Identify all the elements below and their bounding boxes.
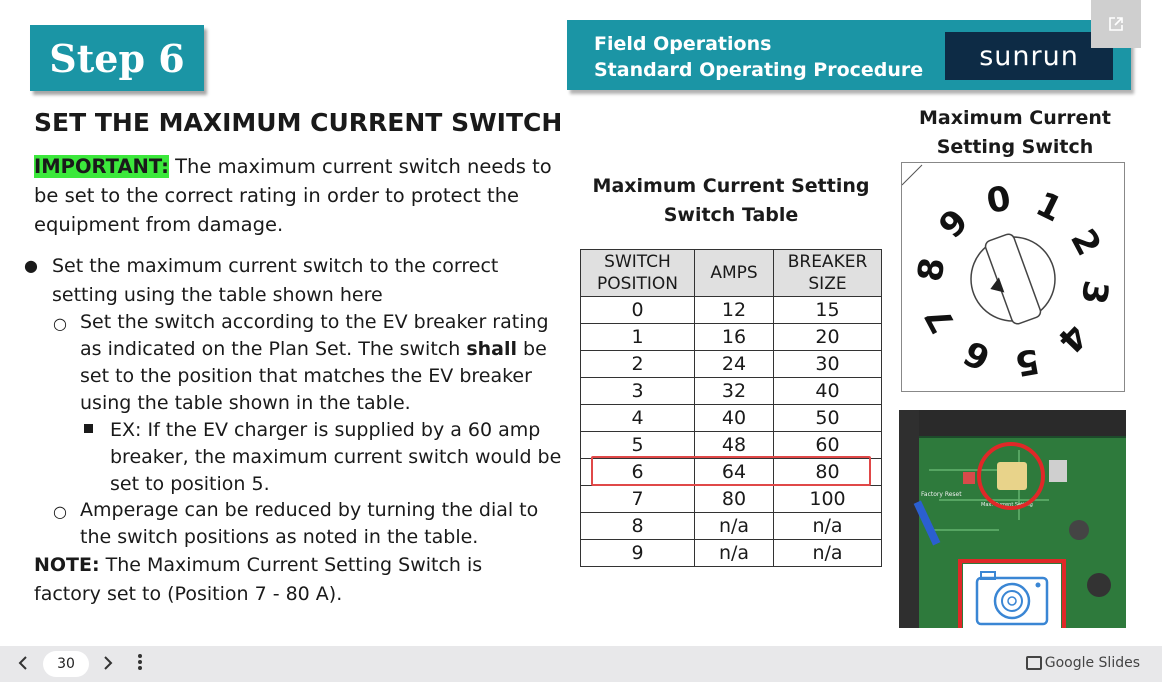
table-header-cell: SWITCH POSITION	[581, 250, 695, 297]
table-cell: 32	[695, 378, 774, 405]
circuit-board-photo	[899, 410, 1126, 628]
page-number-input[interactable]: 30	[43, 651, 89, 677]
chevron-left-icon	[17, 656, 29, 670]
switch-table	[580, 249, 882, 567]
chevron-right-icon	[102, 656, 114, 670]
square-bullet-icon	[84, 424, 93, 433]
dial-number-4: 4	[1049, 315, 1095, 361]
sop-banner-line-1: Field Operations	[594, 33, 772, 55]
table-cell: 64	[695, 459, 774, 486]
rotary-dial-diagram	[902, 163, 1124, 391]
table-cell: 4	[581, 405, 695, 432]
open-in-new-icon	[1108, 16, 1124, 32]
board-label-factory-reset: Factory Reset	[921, 491, 962, 498]
next-slide-button[interactable]	[95, 652, 121, 676]
sub-bullet-1-part2: be set to the position that matches the EV breaker using the table shown in the table.	[80, 338, 547, 414]
sunrun-logo	[945, 32, 1113, 80]
table-cell: n/a	[774, 513, 882, 540]
dial-number-7: 7	[917, 299, 964, 340]
important-text: The maximum current switch needs to be set to the correct rating in order to protect the equipment from damage.	[34, 155, 552, 236]
table-cell: 8	[581, 513, 695, 540]
bullet-1-text: Set the maximum current switch to the correct setting using the table shown here	[52, 255, 499, 306]
dial-number-3: 3	[1072, 277, 1116, 307]
table-row	[581, 432, 882, 459]
table-row	[581, 297, 882, 324]
dial-number-9: 9	[931, 201, 977, 247]
step-label: Step 6	[49, 35, 185, 81]
sub-bullet-1-part1: Set the switch according to the EV breaker rating as indicated on the Plan Set. The switch	[80, 311, 549, 360]
sub-bullet-circle-icon: ○	[53, 314, 67, 333]
table-cell: 100	[774, 486, 882, 513]
table-title: Maximum Current Setting Switch Table	[592, 175, 870, 226]
table-cell: 6	[581, 459, 695, 486]
table-cell: 7	[581, 486, 695, 513]
table-cell: 1	[581, 324, 695, 351]
google-slides-icon	[1026, 656, 1042, 670]
board-label-max-current: Max. Current Setting	[981, 502, 1033, 508]
table-cell: 16	[695, 324, 774, 351]
table-cell: 12	[695, 297, 774, 324]
dial-number-0: 0	[983, 178, 1014, 222]
sub-bullet-2: Amperage can be reduced by turning the dial to the switch positions as noted in the table.	[80, 499, 539, 548]
previous-slide-button[interactable]	[10, 652, 36, 676]
table-row	[581, 486, 882, 513]
table-row	[581, 513, 882, 540]
popout-button[interactable]	[1091, 0, 1141, 48]
note-paragraph	[34, 551, 534, 609]
viewer-toolbar	[0, 646, 1162, 682]
sop-banner	[567, 20, 1131, 90]
table-row	[581, 405, 882, 432]
table-cell: 15	[774, 297, 882, 324]
table-row	[581, 324, 882, 351]
dial-title: Maximum Current Setting Switch	[919, 107, 1111, 158]
corner-line	[902, 165, 922, 185]
dial-figure	[901, 162, 1125, 392]
table-row	[581, 351, 882, 378]
table-cell: 0	[581, 297, 695, 324]
sop-banner-line-2: Standard Operating Procedure	[594, 59, 924, 81]
more-options-button[interactable]	[128, 652, 152, 676]
sub-bullet-1	[80, 309, 570, 417]
sub-bullet-circle-icon: ○	[53, 502, 67, 521]
note-text: The Maximum Current Setting Switch is factory set to (Position 7 - 80 A).	[34, 554, 483, 605]
table-cell: 2	[581, 351, 695, 378]
app-label: Google Slides	[1044, 655, 1140, 671]
slide-title: SET THE MAXIMUM CURRENT SWITCH	[34, 108, 563, 137]
table-header-row	[581, 250, 882, 297]
table-cell: 20	[774, 324, 882, 351]
step-badge	[30, 25, 204, 91]
dial-number-5: 5	[1012, 340, 1043, 384]
table-cell: 5	[581, 432, 695, 459]
dial-number-8: 8	[910, 255, 954, 285]
table-cell: 24	[695, 351, 774, 378]
important-label: IMPORTANT:	[34, 155, 169, 178]
sub-bullet-1-bold: shall	[466, 338, 517, 360]
note-label: NOTE:	[34, 554, 100, 576]
bullet-dot-icon: ●	[24, 256, 38, 275]
table-cell: 80	[695, 486, 774, 513]
table-cell: 9	[581, 540, 695, 567]
table-cell: 80	[774, 459, 882, 486]
important-paragraph	[34, 152, 582, 239]
table-header-cell: BREAKER SIZE	[774, 250, 882, 297]
table-cell: 3	[581, 378, 695, 405]
table-cell: n/a	[695, 540, 774, 567]
table-cell: 40	[695, 405, 774, 432]
table-row	[581, 378, 882, 405]
dial-number-2: 2	[1062, 222, 1109, 263]
example-bullet: EX: If the EV charger is supplied by a 60 amp breaker, the maximum current switch would be set to position 5.	[110, 419, 562, 495]
table-cell: n/a	[774, 540, 882, 567]
highlighted-row-callout	[591, 456, 871, 486]
sunrun-logo-text: sunrun	[979, 40, 1079, 72]
table-row	[581, 540, 882, 567]
table-cell: 40	[774, 378, 882, 405]
more-vertical-icon	[137, 653, 143, 671]
dial-number-1: 1	[1029, 184, 1069, 231]
table-cell: n/a	[695, 513, 774, 540]
table-cell: 48	[695, 432, 774, 459]
table-cell: 60	[774, 432, 882, 459]
table-header-cell: AMPS	[695, 250, 774, 297]
dial-number-6: 6	[957, 331, 997, 378]
circuit-board-image	[899, 410, 1126, 628]
table-cell: 30	[774, 351, 882, 378]
table-cell: 50	[774, 405, 882, 432]
